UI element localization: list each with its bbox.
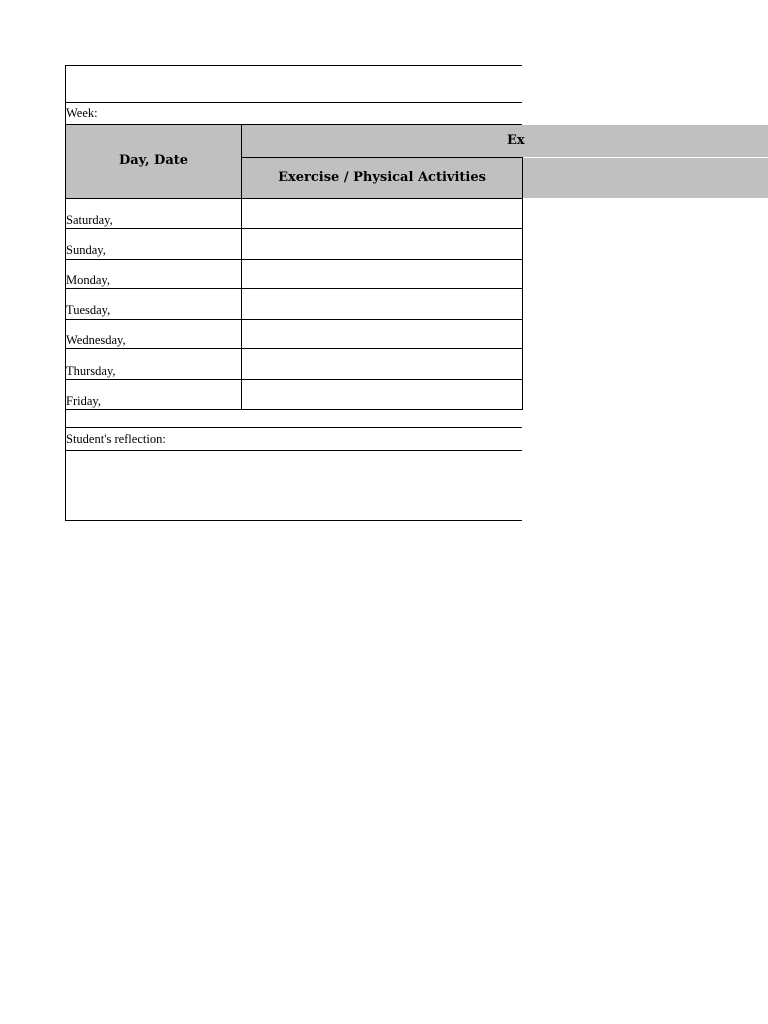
- reflection-label: Student's reflection:: [66, 432, 166, 446]
- header-overflow-cell: [522, 158, 768, 198]
- border-left: [65, 65, 66, 521]
- header-group-title: Ex: [507, 133, 525, 148]
- day-row-saturday: Saturday,: [66, 213, 113, 227]
- day-row-tuesday: Tuesday,: [66, 303, 111, 317]
- border-title-bottom: [65, 102, 522, 103]
- header-day-date: Day, Date: [118, 153, 189, 168]
- week-label: Week:: [66, 106, 98, 120]
- border-row-2: [65, 259, 522, 260]
- border-row-3: [65, 288, 522, 289]
- day-row-thursday: Thursday,: [66, 364, 116, 378]
- border-reflection-label-bottom: [65, 450, 522, 451]
- day-row-friday: Friday,: [66, 394, 101, 408]
- border-row-1: [65, 228, 522, 229]
- border-reflection-top: [65, 427, 522, 428]
- border-row-5: [65, 348, 522, 349]
- header-group-cell: [242, 125, 768, 157]
- border-top: [65, 65, 522, 66]
- border-header-bottom: [65, 198, 522, 199]
- border-row-4: [65, 319, 522, 320]
- border-week-bottom: [65, 124, 522, 125]
- day-row-monday: Monday,: [66, 273, 110, 287]
- border-row-7: [65, 409, 522, 410]
- border-bottom: [65, 520, 522, 521]
- border-day-column-right: [241, 124, 242, 410]
- border-row-6: [65, 379, 522, 380]
- border-group-bottom: [241, 157, 522, 158]
- border-exercise-column-right: [522, 157, 523, 410]
- day-row-wednesday: Wednesday,: [66, 333, 126, 347]
- header-exercise-physical-activities: Exercise / Physical Activities: [278, 170, 486, 185]
- day-row-sunday: Sunday,: [66, 243, 106, 257]
